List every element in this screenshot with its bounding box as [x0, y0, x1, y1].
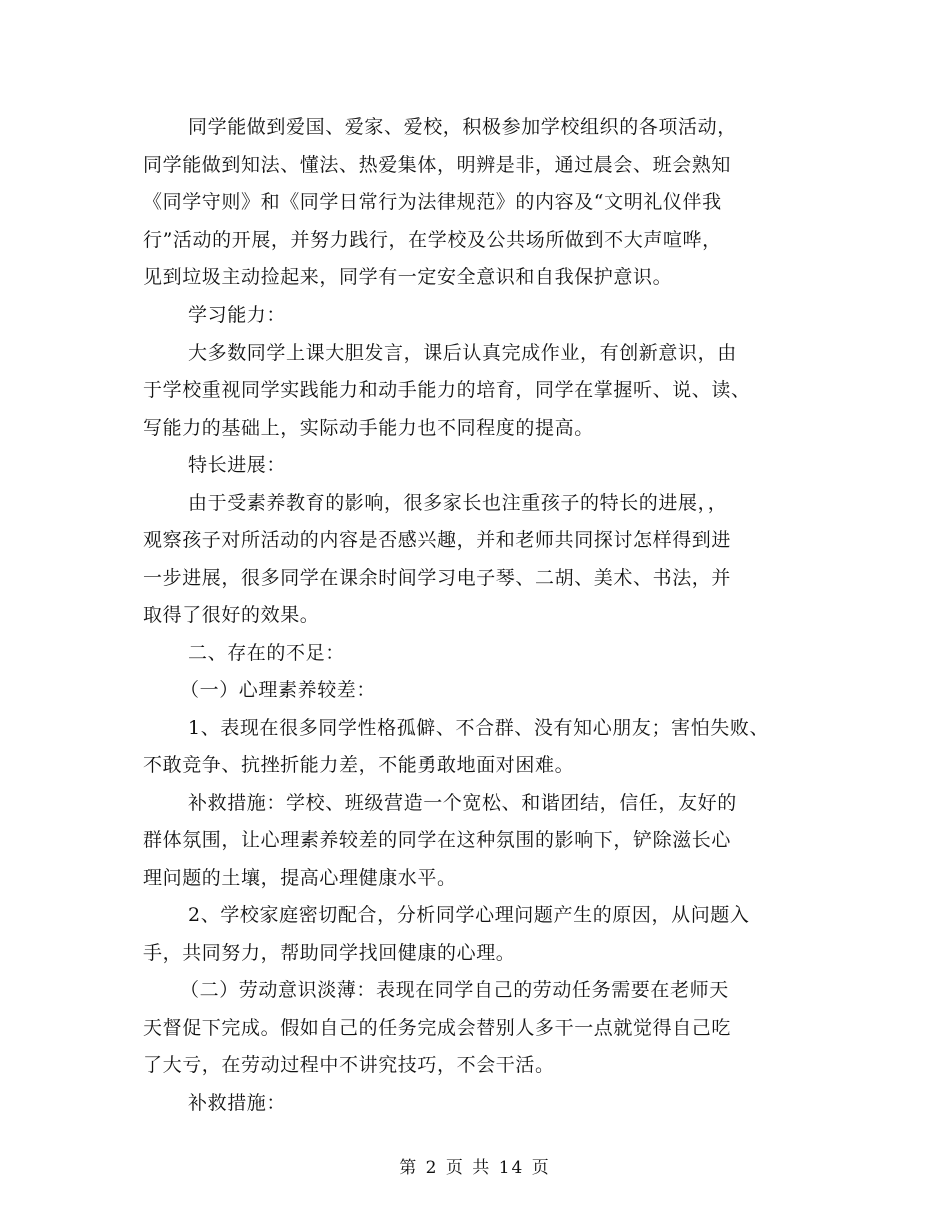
text-line-19: 补救措施：学校、班级营造一个宽松、和谐团结，信任，友好的 — [188, 792, 737, 814]
text-line-13: 一步进展，很多同学在课余时间学习电子琴、二胡、美术、书法，并 — [143, 567, 732, 589]
text-line-3: 《同学守则》和《同学日常行为法律规范》的内容及“文明礼仪伴我 — [143, 191, 722, 213]
text-line-14: 取得了很好的效果。 — [143, 604, 320, 626]
text-line-1: 同学能做到爱国、爱家、爱校，积极参加学校组织的各项活动， — [188, 116, 737, 138]
text-line-23: 手，共同努力，帮助同学找回健康的心理。 — [143, 942, 516, 964]
text-line-4: 行”活动的开展，并努力践行，在学校及公共场所做到不大声喧哗， — [143, 229, 722, 251]
heading-labor: （二）劳动意识淡薄：表现在同学自己的劳动任务需要在老师天 — [180, 979, 729, 1001]
text-line-2: 同学能做到知法、懂法、热爱集体，明辨是非，通过晨会、班会熟知 — [143, 154, 732, 176]
text-line-22: 2、学校家庭密切配合，分析同学心理问题产生的原因，从问题入 — [188, 904, 750, 926]
text-line-25: 天督促下完成。假如自己的任务完成会替别人多干一点就觉得自己吃 — [143, 1017, 732, 1039]
text-line-7: 大多数同学上课大胆发言，课后认真完成作业，有创新意识，由 — [188, 342, 737, 364]
heading-shortcomings: 二、存在的不足： — [188, 642, 345, 664]
text-line-9: 写能力的基础上，实际动手能力也不同程度的提高。 — [143, 417, 594, 439]
heading-study-ability: 学习能力： — [188, 304, 287, 326]
text-line-11: 由于受素养教育的影响，很多家长也注重孩子的特长的进展，， — [188, 492, 728, 514]
text-line-20: 群体氛围，让心理素养较差的同学在这种氛围的影响下，铲除滋长心 — [143, 829, 732, 851]
text-line-17: 1、表现在很多同学性格孤僻、不合群、没有知心朋友；害怕失败、 — [188, 717, 770, 739]
page-footer: 第 2 页 共 14 页 — [399, 1158, 551, 1178]
text-line-8: 于学校重视同学实践能力和动手能力的培育，同学在掌握听、说、读、 — [143, 379, 751, 401]
text-line-12: 观察孩子对所活动的内容是否感兴趣，并和老师共同探讨怎样得到进 — [143, 529, 732, 551]
text-line-26: 了大亏，在劳动过程中不讲究技巧，不会干活。 — [143, 1054, 555, 1076]
heading-remedy: 补救措施： — [188, 1092, 287, 1114]
heading-talent: 特长进展： — [188, 454, 287, 476]
text-line-18: 不敢竞争、抗挫折能力差，不能勇敢地面对困难。 — [143, 754, 575, 776]
text-line-5: 见到垃圾主动捡起来，同学有一定安全意识和自我保护意识。 — [143, 266, 673, 288]
text-line-21: 理问题的土壤，提高心理健康水平。 — [143, 867, 457, 889]
heading-psychology: （一）心理素养较差： — [180, 679, 377, 701]
